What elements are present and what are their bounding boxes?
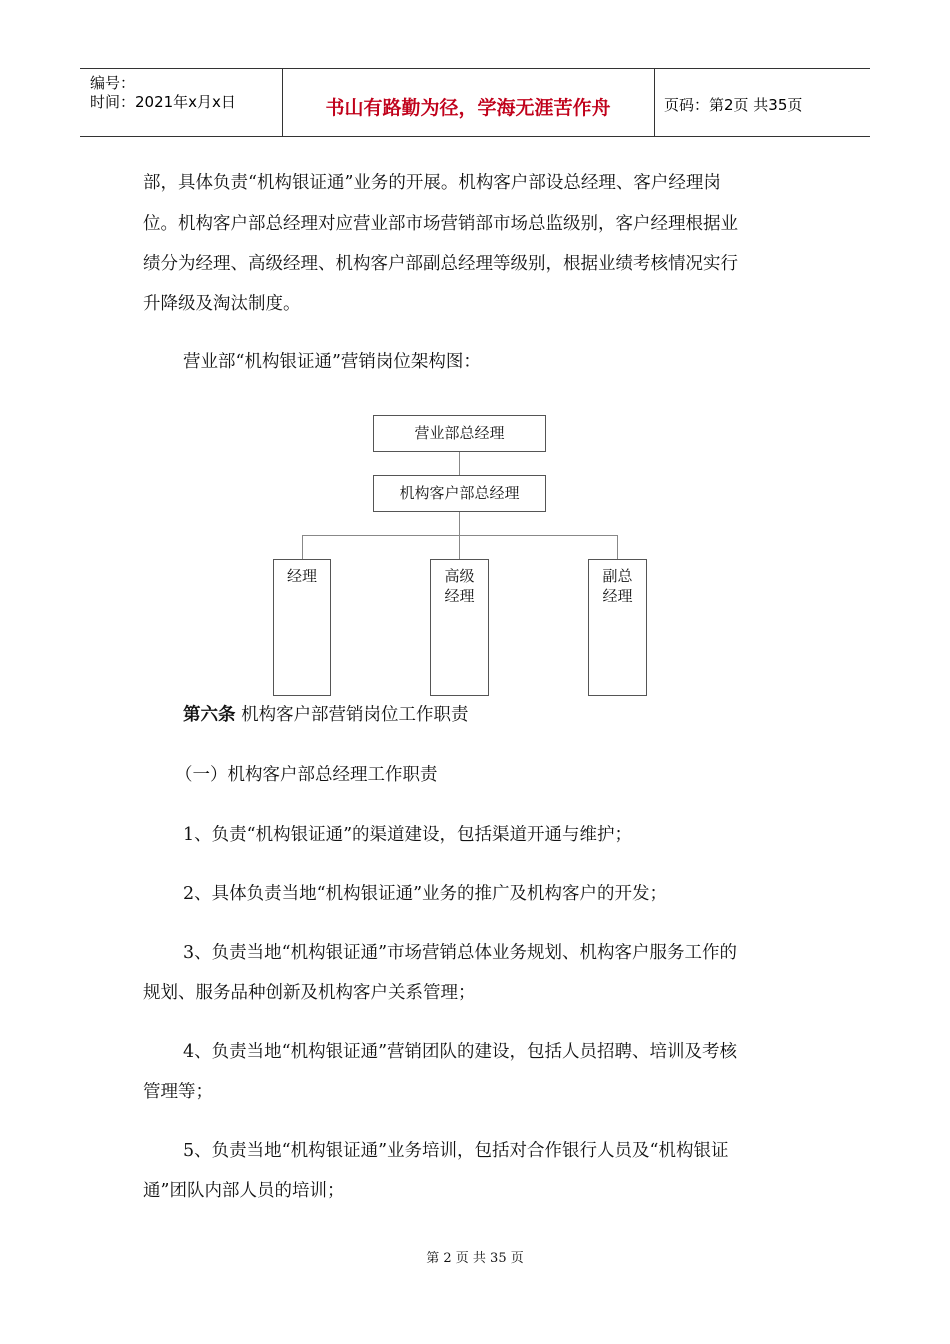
list-item: 4、负责当地“机构银证通”营销团队的建设，包括人员招聘、培训及考核 xyxy=(183,1042,738,1062)
article-number: 第六条 xyxy=(183,705,236,725)
chart-caption: 营业部“机构银证通”营销岗位架构图： xyxy=(183,352,481,372)
page-label: 页码：第2页 共35页 xyxy=(664,96,803,114)
box-branch-manager: 营业部总经理 xyxy=(373,415,546,452)
list-item: 2、具体负责当地“机构银证通”业务的推广及机构客户的开发； xyxy=(183,884,668,904)
intro-line: 升降级及淘汰制度。 xyxy=(143,294,301,314)
box-senior-manager xyxy=(430,559,489,696)
connector-top xyxy=(459,452,460,475)
box-deputy-gm xyxy=(588,559,647,696)
connector-leaf3 xyxy=(617,535,618,559)
box-deputy-gm-label-2: 经理 xyxy=(602,587,633,605)
header-top-border xyxy=(80,68,870,69)
box-institution-gm: 机构客户部总经理 xyxy=(373,475,546,512)
page-footer: 第 2 页 共 35 页 xyxy=(426,1251,524,1266)
time-label: 时间：2021年x月x日 xyxy=(90,93,236,111)
connector-leaf2 xyxy=(459,535,460,559)
list-item: 3、负责当地“机构银证通”市场营销总体业务规划、机构客户服务工作的 xyxy=(183,943,738,963)
intro-line: 部，具体负责“机构银证通”业务的开展。机构客户部设总经理、客户经理岗 xyxy=(143,173,721,193)
article-heading xyxy=(183,705,469,725)
box-deputy-gm-label-1: 副总 xyxy=(602,567,633,585)
connector-leaf1 xyxy=(302,535,303,559)
intro-line: 绩分为经理、高级经理、机构客户部副总经理等级别，根据业绩考核情况实行 xyxy=(143,254,738,274)
list-item: 1、负责“机构银证通”的渠道建设，包括渠道开通与维护； xyxy=(183,825,633,845)
list-item-continuation: 通”团队内部人员的培训； xyxy=(143,1181,345,1201)
list-item-continuation: 规划、服务品种创新及机构客户关系管理； xyxy=(143,983,476,1003)
list-item-continuation: 管理等； xyxy=(143,1082,213,1102)
article-title: 机构客户部营销岗位工作职责 xyxy=(235,705,469,725)
code-label: 编号： xyxy=(90,74,136,92)
box-manager-label: 经理 xyxy=(286,567,317,585)
motto: 书山有路勤为径，学海无涯苦作舟 xyxy=(325,97,611,119)
intro-line: 位。机构客户部总经理对应营业部市场营销部市场总监级别，客户经理根据业 xyxy=(143,214,738,234)
box-manager xyxy=(273,559,331,696)
box-senior-manager-label-2: 经理 xyxy=(444,587,475,605)
section-title: （一）机构客户部总经理工作职责 xyxy=(175,765,438,785)
connector-middle xyxy=(459,512,460,535)
box-senior-manager-label-1: 高级 xyxy=(444,567,475,585)
header-bottom-border xyxy=(80,136,870,137)
list-item: 5、负责当地“机构银证通”业务培训，包括对合作银行人员及“机构银证 xyxy=(183,1141,729,1161)
header-divider-right xyxy=(654,68,655,136)
